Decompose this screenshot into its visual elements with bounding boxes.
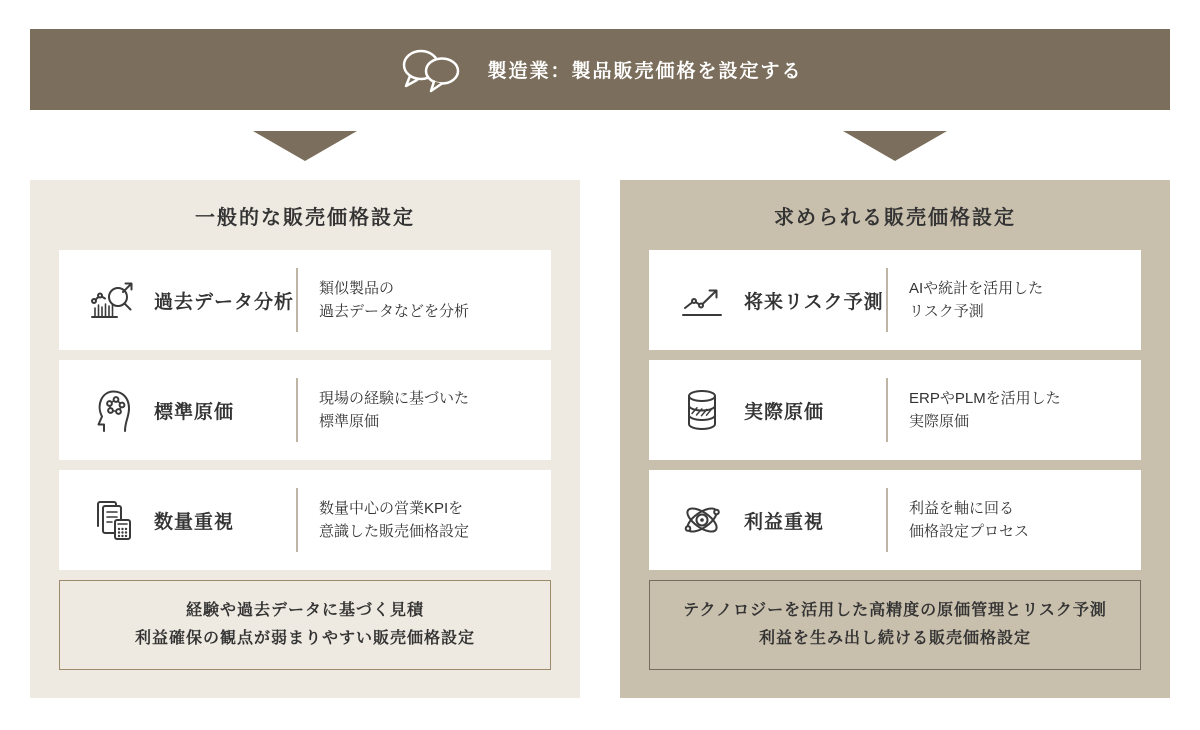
summary-line: 利益確保の観点が弱まりやすい販売価格設定 xyxy=(134,630,475,647)
row-divider xyxy=(296,378,298,442)
database-icon xyxy=(678,386,726,434)
row-divider xyxy=(296,488,298,552)
down-arrow-right xyxy=(843,131,947,161)
row-label: 将来リスク予測 xyxy=(744,291,884,313)
panel-title: 一般的な販売価格設定 xyxy=(195,206,415,229)
row-description xyxy=(319,277,469,324)
row-label: 過去データ分析 xyxy=(154,291,295,313)
desc-line: 過去データなどを分析 xyxy=(319,303,470,320)
summary-line: テクノロジーを活用した高精度の原価管理とリスク予測 xyxy=(683,602,1107,619)
row-description xyxy=(909,497,1029,544)
row-description xyxy=(319,387,469,434)
row-future-risk-forecast xyxy=(649,250,1141,350)
row-label: 実際原価 xyxy=(744,401,825,423)
desc-line: 価格設定プロセス xyxy=(909,523,1030,540)
head-network-icon xyxy=(88,386,136,434)
speech-bubbles-icon xyxy=(397,44,469,96)
desc-line: 利益を軸に回る xyxy=(909,499,1015,517)
atom-icon xyxy=(678,496,726,544)
header-title: 製造業：製品販売価格を設定する xyxy=(487,61,803,82)
desc-line: 現場の経験に基づいた xyxy=(319,389,470,407)
trend-arrow-icon xyxy=(678,276,726,324)
chart-magnifier-icon xyxy=(88,276,136,324)
row-divider xyxy=(886,268,888,332)
row-description xyxy=(909,387,1061,434)
header-banner xyxy=(30,29,1170,110)
row-divider xyxy=(886,378,888,442)
documents-calculator-icon xyxy=(88,496,136,544)
row-label: 利益重視 xyxy=(744,511,825,533)
row-divider xyxy=(886,488,888,552)
row-profit-focus xyxy=(649,470,1141,570)
panel-required-pricing xyxy=(620,180,1170,698)
row-description xyxy=(909,277,1043,324)
row-label: 数量重視 xyxy=(154,511,235,533)
desc-line: 類似製品の xyxy=(319,279,395,297)
desc-line: 意識した販売価格設定 xyxy=(319,523,470,540)
row-label: 標準原価 xyxy=(154,401,235,423)
summary-line: 経験や過去データに基づく見積 xyxy=(185,602,424,619)
desc-line: 数量中心の営業KPIを xyxy=(319,499,464,517)
desc-line: AIや統計を活用した xyxy=(909,279,1044,297)
summary-conventional xyxy=(59,580,551,670)
row-past-data-analysis xyxy=(59,250,551,350)
row-description xyxy=(319,497,469,544)
row-standard-cost xyxy=(59,360,551,460)
panel-title: 求められる販売価格設定 xyxy=(774,206,1016,229)
row-actual-cost xyxy=(649,360,1141,460)
panel-conventional-pricing xyxy=(30,180,580,698)
desc-line: ERPやPLMを活用した xyxy=(909,389,1061,407)
row-divider xyxy=(296,268,298,332)
desc-line: 実際原価 xyxy=(909,413,970,430)
desc-line: リスク予測 xyxy=(909,303,984,320)
summary-required xyxy=(649,580,1141,670)
summary-line: 利益を生み出し続ける販売価格設定 xyxy=(758,630,1031,647)
desc-line: 標準原価 xyxy=(319,413,380,430)
row-volume-focus xyxy=(59,470,551,570)
down-arrow-left xyxy=(253,131,357,161)
